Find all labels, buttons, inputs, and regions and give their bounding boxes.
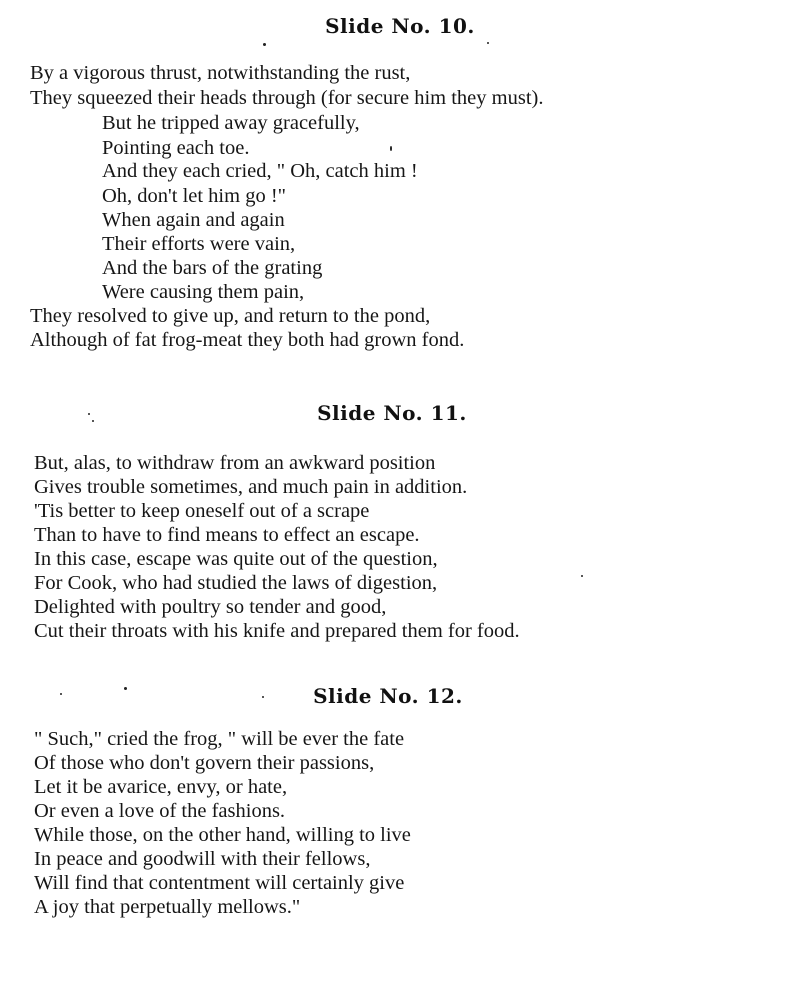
poem-line: Their efforts were vain, (102, 233, 296, 255)
poem-line: Than to have to find means to effect an escape. (34, 524, 420, 546)
poem-line: In peace and goodwill with their fellows, (34, 848, 371, 870)
poem-line: But he tripped away gracefully, (102, 112, 360, 134)
poem-line: Oh, don't let him go !" (102, 185, 287, 207)
poem-line: Cut their throats with his knife and prepared them for food. (34, 620, 520, 642)
poem-line: Delighted with poultry so tender and good, (34, 596, 387, 618)
scan-speck (92, 420, 94, 422)
scan-speck (263, 43, 266, 46)
slide-12-heading: Slide No. 12. (313, 684, 463, 708)
slide-11-heading: Slide No. 11. (317, 401, 467, 425)
poem-line: And they each cried, " Oh, catch him ! (102, 160, 418, 182)
scan-speck (487, 42, 489, 44)
scan-speck (88, 413, 90, 415)
scan-speck (581, 575, 583, 577)
poem-line: By a vigorous thrust, notwithstanding the rust, (30, 62, 411, 84)
poem-line: They resolved to give up, and return to the pond, (30, 305, 431, 327)
poem-line: Let it be avarice, envy, or hate, (34, 776, 288, 798)
poem-line: Of those who don't govern their passions, (34, 752, 375, 774)
poem-line: While those, on the other hand, willing to live (34, 824, 411, 846)
poem-line: In this case, escape was quite out of the question, (34, 548, 438, 570)
poem-line: When again and again (102, 209, 285, 231)
poem-line: For Cook, who had studied the laws of digestion, (34, 572, 438, 594)
poem-line: 'Tis better to keep oneself out of a scrape (34, 500, 370, 522)
poem-line: A joy that perpetually mellows." (34, 896, 301, 918)
scan-speck (262, 696, 264, 698)
poem-line: Gives trouble sometimes, and much pain in addition. (34, 476, 468, 498)
poem-line: But, alas, to withdraw from an awkward position (34, 452, 436, 474)
poem-line: Were causing them pain, (102, 281, 305, 303)
poem-line: Or even a love of the fashions. (34, 800, 286, 822)
scan-speck (60, 693, 62, 695)
poem-line: And the bars of the grating (102, 257, 323, 279)
poem-line: " Such," cried the frog, " will be ever the fate (34, 728, 405, 750)
slide-10-heading: Slide No. 10. (325, 14, 475, 38)
scan-speck (124, 687, 127, 690)
poem-line: They squeezed their heads through (for secure him they must). (30, 87, 544, 109)
poem-line: Will find that contentment will certainly give (34, 872, 405, 894)
poem-line: Although of fat frog-meat they both had grown fond. (30, 329, 465, 351)
poem-line: Pointing each toe. (102, 137, 250, 159)
scan-speck (390, 146, 392, 151)
